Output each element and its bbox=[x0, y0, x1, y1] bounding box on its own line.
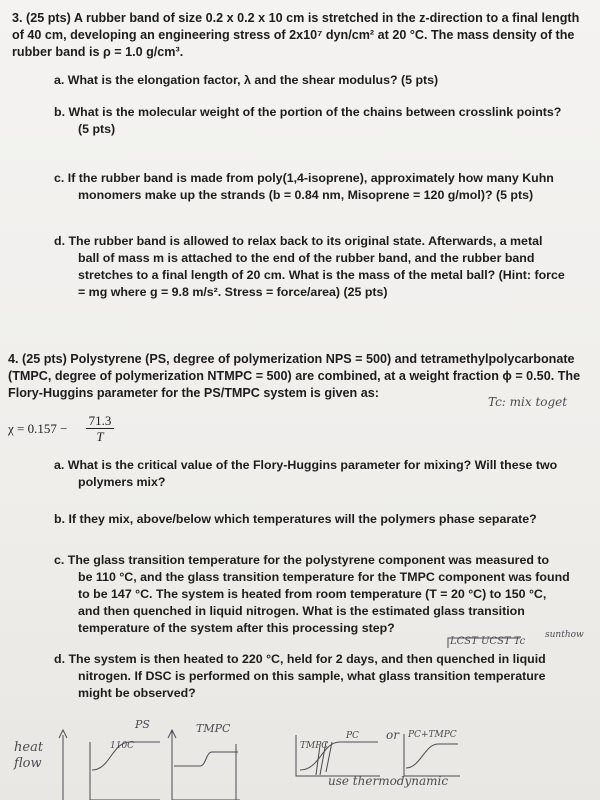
handwritten-heat-label: heat bbox=[14, 740, 44, 755]
handwritten-thermo-note: use thermodynamic bbox=[328, 774, 449, 788]
handwritten-or-label: or bbox=[386, 728, 399, 742]
q3-part-d-line-3: stretches to a final length of 20 cm. What is the mass of the metal ball? (Hint: force bbox=[78, 268, 565, 282]
graph-2-curve bbox=[174, 752, 238, 766]
q4-part-c-line-5: temperature of the system after this processing step? bbox=[78, 621, 395, 635]
handwritten-lcst-note: LCST UCST Tc bbox=[450, 636, 526, 647]
equation-lhs: χ = 0.157 − bbox=[8, 421, 68, 436]
handwritten-110c-label: 110C bbox=[110, 741, 135, 751]
q4-header-line-1: 4. (25 pts) Polystyrene (PS, degree of polymerization NPS = 500) and tetramethylpolycarbonate bbox=[8, 352, 575, 366]
q4-header-line-3: Flory-Huggins parameter for the PS/TMPC system is given as: bbox=[8, 386, 379, 400]
q3-part-d-line-4: = mg where g = 9.8 m/s². Stress = force/area) (25 pts) bbox=[78, 285, 388, 299]
q3-part-c-line-2: monomers make up the strands (b = 0.84 nm, Misoprene = 120 g/mol)? (5 pts) bbox=[78, 188, 534, 202]
q4-part-c-line-2: be 110 °C, and the glass transition temperature for the TMPC component was found bbox=[78, 570, 570, 584]
graph-3-hatching bbox=[316, 742, 332, 775]
handwritten-tmpc-label-1: TMPC bbox=[196, 722, 231, 735]
handwritten-pc-label: PC bbox=[346, 731, 359, 741]
graph-4-curve bbox=[406, 744, 458, 768]
q4-part-a-line-1: a. What is the critical value of the Flory-Huggins parameter for mixing? Will these two bbox=[54, 458, 558, 472]
graph-2-axes bbox=[172, 730, 240, 800]
q4-part-c-line-4: and then quenched in liquid nitrogen. What is the estimated glass transition bbox=[78, 604, 525, 618]
q4-part-d-line-1: d. The system is then heated to 220 °C, held for 2 days, and then quenched in liquid bbox=[54, 652, 546, 666]
handwritten-sunthow: sunthow bbox=[545, 630, 584, 640]
graph-3-axes bbox=[296, 735, 380, 776]
equation-numerator: 71.3 bbox=[86, 413, 114, 429]
q4-header-line-2: (TMPC, degree of polymerization NTMPC = 500) are combined, at a weight fraction ϕ = 0.50. The bbox=[8, 369, 581, 383]
q4-part-c-line-1: c. The glass transition temperature for the polystyrene component was measured to bbox=[54, 553, 550, 567]
graph-4-axes bbox=[404, 734, 460, 776]
q4-part-a-line-2: polymers mix? bbox=[78, 475, 166, 489]
q3-part-d-line-1: d. The rubber band is allowed to relax back to its original state. Afterwards, a metal bbox=[54, 234, 543, 248]
handwritten-ps-label: PS bbox=[135, 718, 150, 731]
q3-part-b-line-2: (5 pts) bbox=[78, 122, 116, 136]
q4-part-b-text: b. If they mix, above/below which temperatures will the polymers phase separate? bbox=[54, 512, 537, 526]
q4-part-d-line-2: nitrogen. If DSC is performed on this sample, what glass transition temperature bbox=[78, 669, 546, 683]
q3-part-d-line-2: ball of mass m is attached to the end of the rubber band, and the rubber band bbox=[78, 251, 535, 265]
graph-1-axes bbox=[90, 742, 160, 800]
q3-part-a-text: a. What is the elongation factor, λ and the shear modulus? (5 pts) bbox=[54, 73, 439, 87]
q3-header-line-1: 3. (25 pts) A rubber band of size 0.2 x 0.2 x 10 cm is stretched in the z-direction to a final length bbox=[12, 11, 580, 25]
graph-3-curve bbox=[300, 742, 378, 770]
q3-header-line-2: of 40 cm, developing an engineering stress of 2x10⁷ dyn/cm² at 20 °C. The mass density of the bbox=[12, 28, 575, 42]
handwritten-flow-label: flow bbox=[14, 756, 42, 771]
handwritten-tmpc-label-2: TMPC bbox=[300, 741, 329, 751]
lcst-bracket-sketch bbox=[448, 638, 520, 648]
graph-1-curve bbox=[92, 742, 160, 770]
q3-header-line-3: rubber band is ρ = 1.0 g/cm³. bbox=[12, 45, 184, 59]
handwritten-pc-tmpc-label: PC+TMPC bbox=[408, 730, 457, 740]
equation-denominator: T bbox=[96, 429, 104, 444]
q4-part-c-line-3: to be 147 °C. The system is heated from room temperature (T = 20 °C) to 150 °C, bbox=[78, 587, 547, 601]
q4-part-d-line-3: might be observed? bbox=[78, 686, 196, 700]
handwritten-tc-note: Tc: mix toget bbox=[488, 395, 568, 409]
q3-part-b-line-1: b. What is the molecular weight of the portion of the chains between crosslink points? bbox=[54, 105, 562, 119]
q3-part-c-line-1: c. If the rubber band is made from poly(1,4-isoprene), approximately how many Kuhn bbox=[54, 171, 554, 185]
